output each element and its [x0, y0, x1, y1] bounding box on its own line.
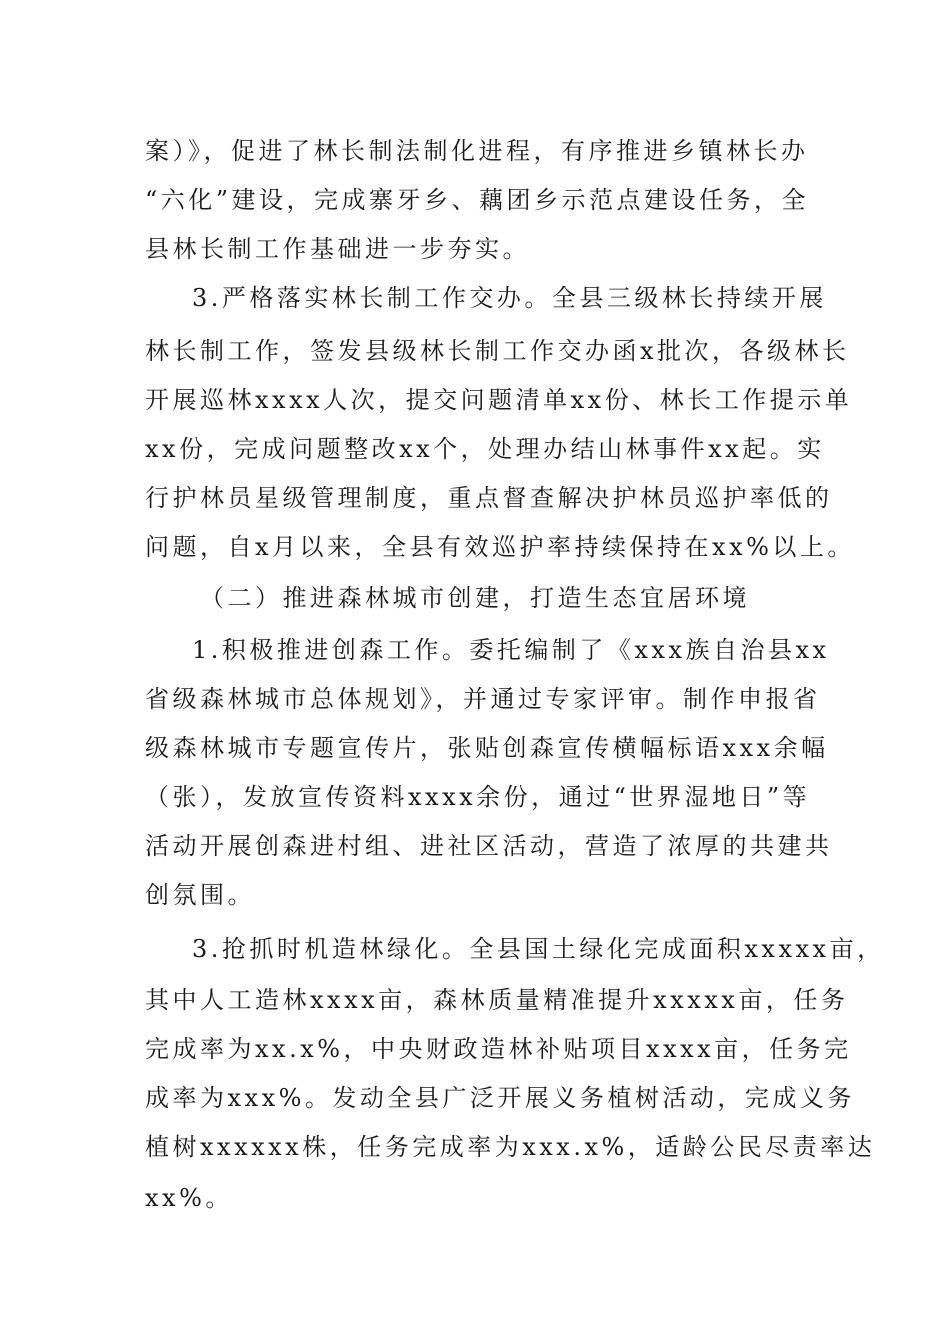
text-line-3: 县林长制工作基础进一步夯实。	[145, 235, 530, 263]
text-line-1: 案）》，促进了林长制法制化进程，有序推进乡镇林长办	[145, 137, 809, 165]
section-3b-heading-line: 3.抢抓时机造林绿化。全县国土绿化完成面积xxxxx亩，	[192, 935, 885, 963]
text-line-6: 开展巡林xxxx人次，提交问题清单xx份、林长工作提示单	[145, 386, 853, 414]
text-line-18: 其中人工造林xxxx亩，森林质量精准提升xxxxx亩，任务	[145, 986, 849, 1014]
text-line-14: （张），发放宣传资料xxxx余份，通过“世界湿地日”等	[145, 783, 811, 811]
text-line-15: 活动开展创森进村组、进社区活动，营造了浓厚的共建共	[145, 832, 833, 860]
text-line-21: 植树xxxxxx株，任务完成率为xxx.x%，适龄公民尽责率达	[145, 1133, 876, 1161]
text-line-5: 林长制工作，签发县级林长制工作交办函x批次，各级林长	[145, 337, 850, 365]
text-line-19: 完成率为xx.x%，中央财政造林补贴项目xxxx亩，任务完	[145, 1035, 852, 1063]
text-line-20: 成率为xxx%。发动全县广泛开展义务植树活动，完成义务	[145, 1084, 855, 1112]
text-line-22: xx%。	[145, 1184, 233, 1212]
text-line-8: 行护林员星级管理制度，重点督查解决护林员巡护率低的	[145, 484, 833, 512]
text-line-13: 级森林城市专题宣传片，张贴创森宣传横幅标语xxx余幅	[145, 734, 829, 762]
text-line-2: “六化”建设，完成寨牙乡、藕团乡示范点建设任务，全	[145, 186, 810, 214]
text-line-16: 创氛围。	[145, 881, 255, 909]
subsection-heading: （二）推进森林城市创建，打造生态宜居环境	[200, 584, 750, 612]
section-3-heading-line: 3.严格落实林长制工作交办。全县三级林长持续开展	[192, 284, 827, 312]
text-line-12: 省级森林城市总体规划》，并通过专家评审。制作申报省	[145, 685, 821, 713]
section-1-heading-line: 1.积极推进创森工作。委托编制了《xxx族自治县xx	[192, 636, 830, 664]
text-line-9: 问题，自x月以来，全县有效巡护率持续保持在xx%以上。	[145, 533, 855, 561]
text-line-7: xx份，完成问题整改xx个，处理办结山林事件xx起。实	[145, 435, 825, 463]
